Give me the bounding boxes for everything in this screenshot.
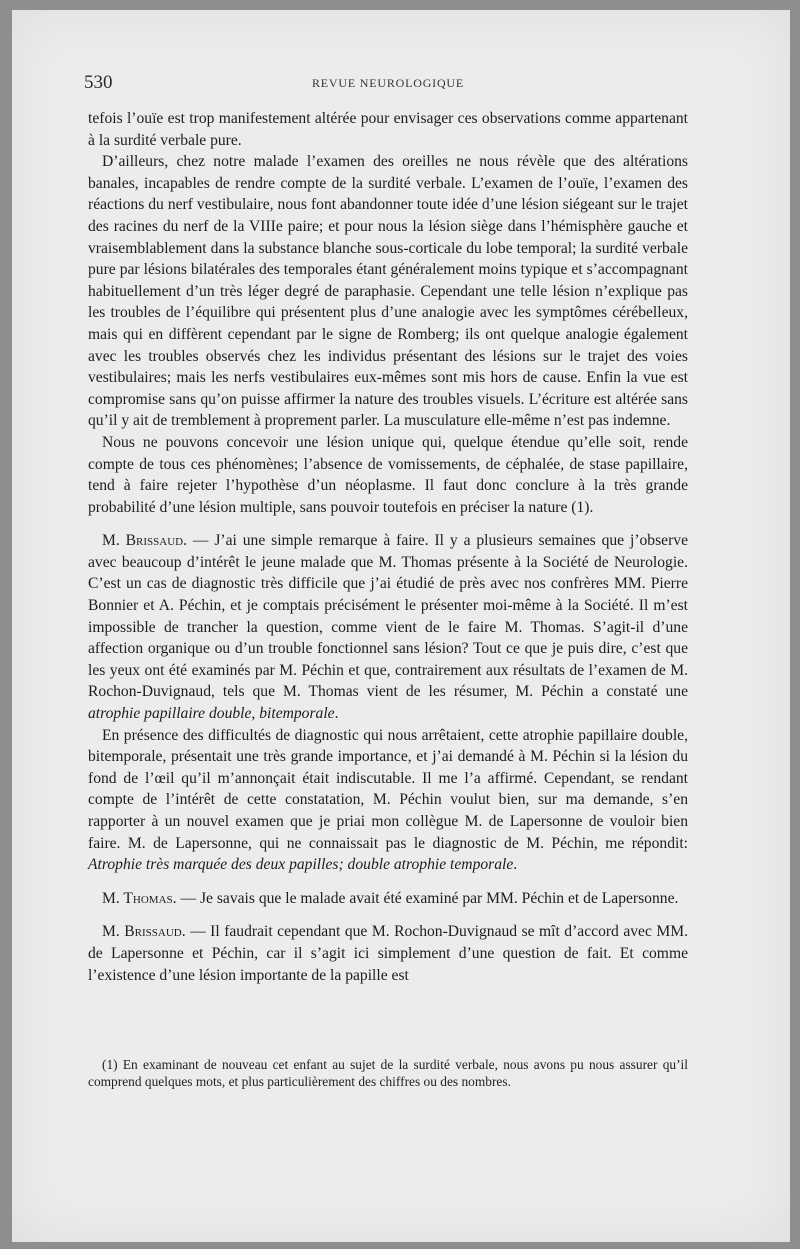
paragraph-text: D’ailleurs, chez notre malade l’examen des oreilles ne nous révèle que des altérations banales, incapables de rendre compte de la surdité verbale. L’examen de l’ouïe, l’examen des réactions du nerf vestibulaire, nous font abandonner toute idée d’une lésion siégeant sur le trajet des racines du nerf de la VIIIe paire; et pour nous la lésion siège dans l’hémisphère gauche et vraisemblablement dans la substance blanche sous-corticale du lobe temporal; la surdité verbale pure par lésions bilatérales des temporales étant généralement moins typique et s’accompagnant habituellement d’un très léger degré de paraphasie. Cependant une telle lésion n’explique pas les troubles de l’équilibre qui présentent plus d’une analogie avec les symptômes cérébelleux, mais qui en diffèrent cependant par le signe de Romberg; ils ont quelque analogie également avec les troubles observés chez les individus présentant des lésions sur le trajet des voies vestibulaires; mais les nerfs vestibulaires eux-mêmes sont mis hors de cause. Enfin la vue est compromise sans qu’on puisse affirmer la nature des troubles visuels. L’écriture est altérée sans qu’il y ait de tremblement à proprement parler. La musculature elle-même n’est pas indemne. xyxy=(88,153,688,430)
paragraph xyxy=(88,888,688,910)
paragraph xyxy=(88,151,688,432)
italic-emphasis: atrophie papillaire double, bitemporale xyxy=(88,705,335,723)
paragraph xyxy=(88,108,688,151)
italic-emphasis: Atrophie très marquée des deux papilles; double atrophie temporale xyxy=(88,856,514,874)
paragraph-tail: . xyxy=(334,705,339,723)
paragraph-text: tefois l’ouïe est trop manifestement altérée pour envisager ces observations comme appartenant à la surdité verbale pure. xyxy=(88,110,688,149)
paragraph-text: — J’ai une simple remarque à faire. Il y a plusieurs semaines que j’observe avec beaucoup d’intérêt le jeune malade que M. Thomas présente à la Société de Neurologie. C’est un cas de diagnostic très difficile que j’ai étudié de près avec nos confrères MM. Pierre Bonnier et A. Péchin, et je comptais précisément le présenter moi-même à la Société. Il m’est impossible de trancher la question, comme vient de le faire M. Thomas. S’agit-il d’une affection organique ou d’un trouble fonctionnel sans lésion? Tout ce que je puis dire, c’est que les yeux ont été examinés par M. Péchin et que, contrairement aux résultats de l’examen de M. Rochon-Duvignaud, tels que M. Thomas vient de les résumer, M. Péchin a constaté une xyxy=(88,532,689,701)
paragraph-tail: . xyxy=(513,856,518,874)
running-head: REVUE NEUROLOGIQUE xyxy=(311,76,465,90)
speaker-name: M. Brissaud. xyxy=(102,923,186,941)
page-sheet xyxy=(12,10,790,1242)
speaker-name: M. Thomas. xyxy=(102,889,177,907)
speaker-name: M. Brissaud. xyxy=(102,532,188,550)
page-header xyxy=(84,72,692,96)
footnotes xyxy=(88,1056,688,1090)
paragraph xyxy=(88,725,688,876)
footnote: (1) En examinant de nouveau cet enfant au sujet de la surdité verbale, nous avons pu nous assurer qu’il comprend quelques mots, et plus particulièrement des chiffres ou des nombres. xyxy=(88,1057,688,1089)
paragraph xyxy=(88,530,688,724)
paragraph xyxy=(88,921,688,986)
body-text xyxy=(88,108,688,986)
paragraph xyxy=(88,432,688,518)
paragraph-text: En présence des difficultés de diagnostic qui nous arrêtaient, cette atrophie papillaire double, bitemporale, présentait une très grande importance, et j’ai demandé à M. Péchin si la lésion du fond de l’œil qu’il m’annonçait était indiscutable. Il me l’a affirmé. Cependant, se rendant compte de l’intérêt de cette constatation, M. Péchin voulut bien, sur ma demande, s’en rapporter à un nouvel examen que je priai mon collègue M. de Lapersonne de vouloir bien faire. M. de Lapersonne, qui ne connaissait pas le diagnostic de M. Péchin, me répondit: xyxy=(88,726,688,852)
paragraph-text: Nous ne pouvons concevoir une lésion unique qui, quelque étendue qu’elle soit, rende compte de tous ces phénomènes; l’absence de vomissements, de céphalée, de stase papillaire, tend à faire rejeter l’hypothèse d’un néoplasme. Il faut donc conclure à la très grande probabilité d’une lésion multiple, sans pouvoir toutefois en préciser la nature (1). xyxy=(88,433,688,516)
page-number: 530 xyxy=(84,72,113,93)
paragraph-text: — Il faudrait cependant que M. Rochon-Duvignaud se mît d’accord avec MM. de Lapersonne et Péchin, car il s’agit ici simplement d’une question de fait. Et comme l’existence d’une lésion importante de la papille est xyxy=(88,923,689,984)
paragraph-text: — Je savais que le malade avait été examiné par MM. Péchin et de Lapersonne. xyxy=(176,889,679,907)
